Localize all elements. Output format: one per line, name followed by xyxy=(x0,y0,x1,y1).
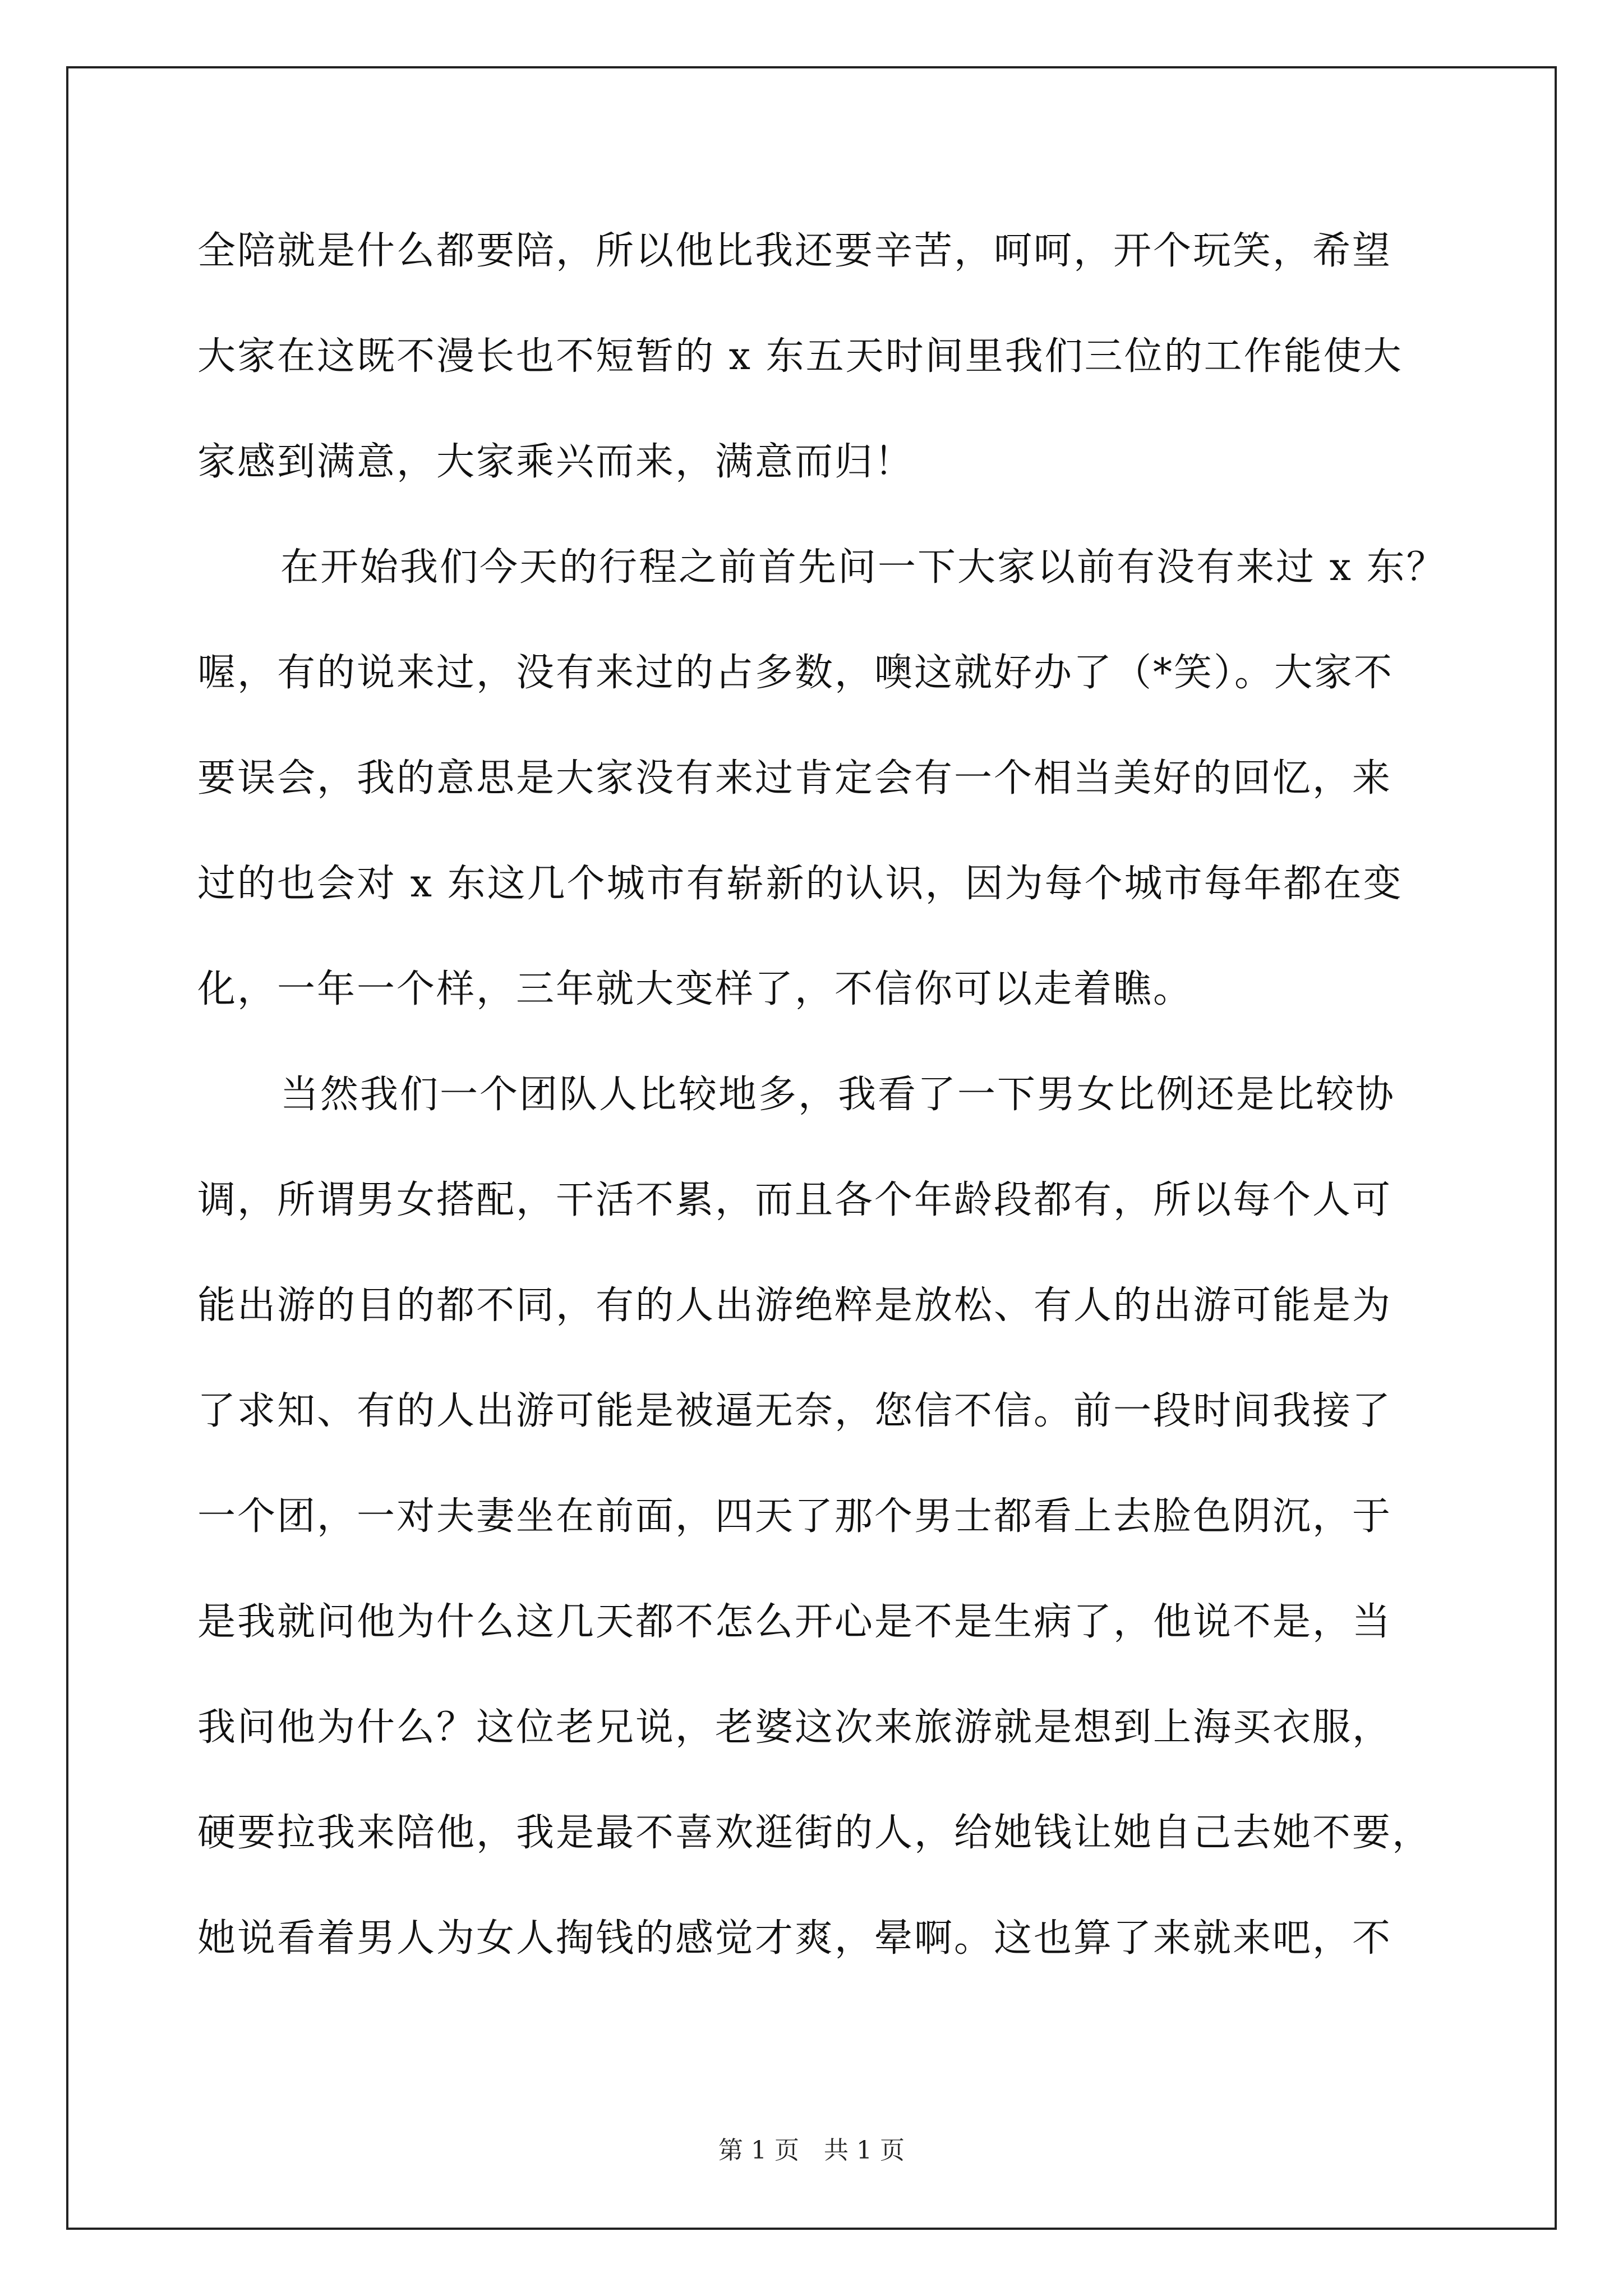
paragraph-line: 全陪就是什么都要陪，所以他比我还要辛苦，呵呵，开个玩笑，希望 xyxy=(197,229,1393,273)
paragraph-line: 在开始我们今天的行程之前首先问一下大家以前有没有来过 x 东？ xyxy=(280,545,1446,590)
paragraph-line: 是我就问他为什么这几天都不怎么开心是不是生病了，他说不是，当 xyxy=(197,1600,1393,1644)
page-border xyxy=(66,66,1557,2230)
page-footer: 第 1 页 共 1 页 xyxy=(718,2136,905,2165)
paragraph-line: 一个团，一对夫妻坐在前面，四天了那个男士都看上去脸色阴沉，于 xyxy=(197,1494,1393,1539)
paragraph-line: 能出游的目的都不同，有的人出游绝粹是放松、有人的出游可能是为 xyxy=(197,1283,1393,1328)
paragraph-line: 要误会，我的意思是大家没有来过肯定会有一个相当美好的回忆，来 xyxy=(197,756,1393,800)
paragraph-line: 我问他为什么？这位老兄说，老婆这次来旅游就是想到上海买衣服， xyxy=(197,1705,1393,1750)
paragraph-line: 喔，有的说来过，没有来过的占多数，噢这就好办了（*笑）。大家不 xyxy=(197,651,1394,695)
paragraph-line: 了求知、有的人出游可能是被逼无奈，您信不信。前一段时间我接了 xyxy=(197,1389,1393,1433)
paragraph-line: 当然我们一个团队人比较地多，我看了一下男女比例还是比较协 xyxy=(280,1073,1396,1117)
paragraph-line: 家感到满意，大家乘兴而来，满意而归！ xyxy=(197,440,915,484)
paragraph-line: 硬要拉我来陪他，我是最不喜欢逛街的人，给她钱让她自己去她不要， xyxy=(197,1811,1432,1855)
paragraph-line: 过的也会对 x 东这几个城市有崭新的认识，因为每个城市每年都在变 xyxy=(197,862,1403,906)
paragraph-line: 调，所谓男女搭配，干活不累，而且各个年龄段都有，所以每个人可 xyxy=(197,1178,1393,1222)
paragraph-line: 大家在这既不漫长也不短暂的 x 东五天时间里我们三位的工作能使大 xyxy=(197,334,1403,379)
paragraph-line: 化，一年一个样，三年就大变样了，不信你可以走着瞧。 xyxy=(197,967,1193,1011)
paragraph-line: 她说看着男人为女人掏钱的感觉才爽，晕啊。这也算了来就来吧，不 xyxy=(197,1916,1393,1961)
